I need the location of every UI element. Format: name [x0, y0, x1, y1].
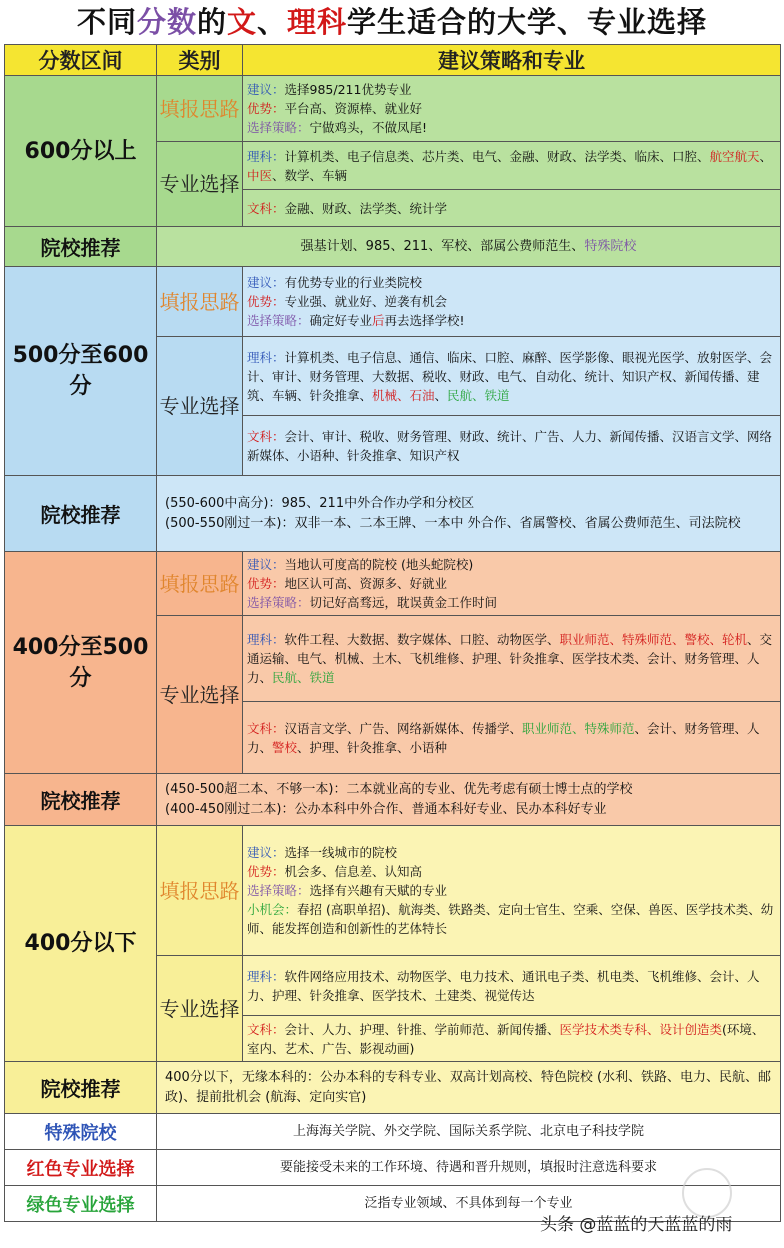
- rec-text-600: 强基计划、985、211、军校、部属公费师范生、特殊院校: [157, 227, 781, 267]
- arts-majors-400: 文科：汉语言文学、广告、网络新媒体、传播学、职业师范、特殊师范、会计、财务管理、人力、警校、护理、针灸推拿、小语种: [243, 702, 781, 774]
- science-majors-400: 理科：软件工程、大数据、数字媒体、口腔、动物医学、职业师范、特殊师范、警校、轮机、交通运输、电气、机械、土木、飞机维修、护理、针灸推拿、医学技术类、会计、财务管理、人力、民航、铁道: [243, 616, 781, 702]
- red-major-text: 要能接受未来的工作环境、待遇和晋升规则，填报时注意选科要求: [157, 1150, 781, 1186]
- green-major-text: 泛指专业领域、不具体到每一个专业: [157, 1186, 781, 1222]
- watermark: 头条 @蓝蓝的天蓝蓝的雨: [540, 1215, 733, 1235]
- range-600-above: 600分以上: [5, 76, 157, 227]
- header-strategy: 建议策略和专业: [243, 45, 781, 76]
- science-majors-300: 理科：软件网络应用技术、动物医学、电力技术、通讯电子类、机电类、飞机维修、会计、人力、护理、针灸推拿、医学技术、土建类、视觉传达: [243, 956, 781, 1016]
- range-400-500: 400分至500分: [5, 552, 157, 774]
- table-header-row: [5, 45, 781, 76]
- header-score-range: 分数区间: [5, 45, 157, 76]
- special-schools-row: [5, 1114, 781, 1150]
- category-major-choice: 专业选择: [157, 142, 243, 227]
- rec-text-300: 400分以下，无缘本科的：公办本科的专科专业、双高计划高校、特色院校 (水利、铁路、电力、民航、邮政)、提前批机会 (航海、定向实官): [157, 1062, 781, 1114]
- category-major-choice: 专业选择: [157, 616, 243, 774]
- rec-label-500: 院校推荐: [5, 476, 157, 552]
- fill-strategy-300: 建议：选择一线城市的院校 优势：机会多、信息差、认知高 选择策略：选择有兴趣有天赋的专业 小机会：春招 (高职单招)、航海类、铁路类、定向士官生、空乘、空保、兽医、医学技术类、幼师、能发挥创造和创新性的艺体特长: [243, 826, 781, 956]
- arts-majors-500: 文科：会计、审计、税收、财务管理、财政、统计、广告、人力、新闻传播、汉语言文学、网络新媒体、小语种、针灸推拿、知识产权: [243, 416, 781, 476]
- rec-label-300: 院校推荐: [5, 1062, 157, 1114]
- section-600-rec-row: [5, 227, 781, 267]
- science-majors-600: 理科：计算机类、电子信息类、芯片类、电气、金融、财政、法学类、临床、口腔、航空航天、中医、数学、车辆: [243, 142, 781, 190]
- section-500-fill-row: [5, 267, 781, 337]
- category-major-choice: 专业选择: [157, 956, 243, 1062]
- category-fill-strategy: 填报思路: [157, 267, 243, 337]
- selection-table: [4, 44, 781, 1222]
- rec-text-400: (450-500超二本、不够一本)：二本就业高的专业、优先考虑有硕士博士点的学校 (400-450刚过二本)：公办本科中外合作、普通本科好专业、民办本科好专业: [157, 774, 781, 826]
- fill-strategy-600: 建议：选择985/211优势专业 优势：平台高、资源棒、就业好 选择策略：宁做鸡头，不做凤尾!: [243, 76, 781, 142]
- header-category: 类别: [157, 45, 243, 76]
- section-300-rec-row: [5, 1062, 781, 1114]
- red-major-row: [5, 1150, 781, 1186]
- rec-text-500: (550-600中高分)：985、211中外合作办学和分校区 (500-550刚过一本)：双非一本、二本王牌、一本中 外合作、省属警校、省属公费师范生、司法院校: [157, 476, 781, 552]
- special-schools-label: 特殊院校: [5, 1114, 157, 1150]
- rec-label-600: 院校推荐: [5, 227, 157, 267]
- range-below-400: 400分以下: [5, 826, 157, 1062]
- arts-majors-600: 文科：金融、财政、法学类、统计学: [243, 190, 781, 227]
- science-majors-500: 理科：计算机类、电子信息、通信、临床、口腔、麻醉、医学影像、眼视光医学、放射医学、会计、审计、财务管理、大数据、税收、财政、电气、自动化、统计、知识产权、新闻传播、建筑、车辆、针灸推拿、机械、石油、民航、铁道: [243, 337, 781, 416]
- green-major-label: 绿色专业选择: [5, 1186, 157, 1222]
- red-major-label: 红色专业选择: [5, 1150, 157, 1186]
- fill-strategy-400: 建议：当地认可度高的院校 (地头蛇院校) 优势：地区认可高、资源多、好就业 选择策略：切记好高骛远，耽误黄金工作时间: [243, 552, 781, 616]
- special-schools-text: 上海海关学院、外交学院、国际关系学院、北京电子科技学院: [157, 1114, 781, 1150]
- category-major-choice: 专业选择: [157, 337, 243, 476]
- arts-majors-300: 文科：会计、人力、护理、针推、学前师范、新闻传播、医学技术类专科、设计创造类(环境、室内、艺术、广告、影视动画): [243, 1016, 781, 1062]
- rec-label-400: 院校推荐: [5, 774, 157, 826]
- page-title: 不同分数的文、理科学生适合的大学、专业选择: [76, 5, 708, 39]
- section-400-fill-row: [5, 552, 781, 616]
- section-300-fill-row: [5, 826, 781, 956]
- fill-strategy-500: 建议：有优势专业的行业类院校 优势：专业强、就业好、逆袭有机会 选择策略：确定好专业后再去选择学校!: [243, 267, 781, 337]
- section-500-rec-row: [5, 476, 781, 552]
- section-600-fill-row: [5, 76, 781, 142]
- category-fill-strategy: 填报思路: [157, 826, 243, 956]
- range-500-600: 500分至600分: [5, 267, 157, 476]
- category-fill-strategy: 填报思路: [157, 552, 243, 616]
- section-400-rec-row: [5, 774, 781, 826]
- category-fill-strategy: 填报思路: [157, 76, 243, 142]
